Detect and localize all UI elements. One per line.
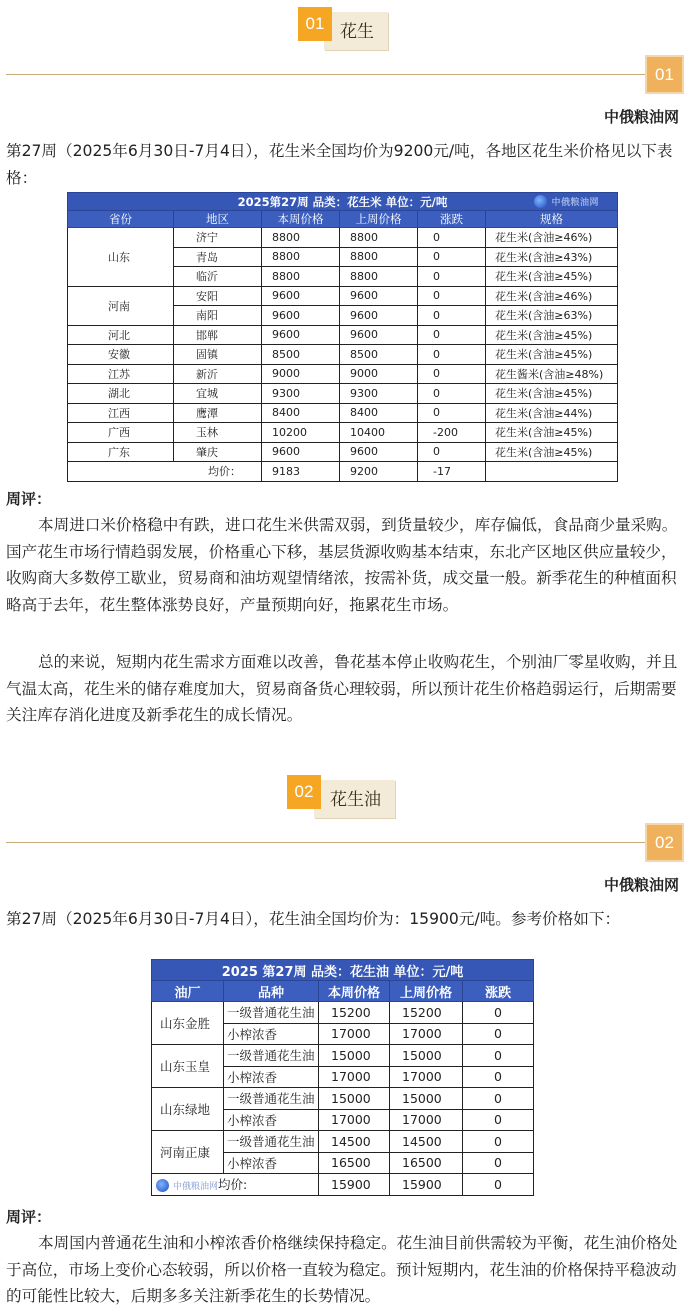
this-week-price: 17000 <box>319 1109 390 1131</box>
table-row <box>68 423 618 443</box>
spec-cell: 花生米(含油≥44%) <box>486 403 618 423</box>
region-cell: 新沂 <box>174 364 262 384</box>
spec-cell: 花生米(含油≥46%) <box>486 228 618 248</box>
last-week-price: 8400 <box>340 403 418 423</box>
comment-paragraph: 总的来说，短期内花生需求方面难以改善，鲁花基本停止收购花生，个别油厂零星收购，并且气温太高，花生米的储存难度加大，贸易商备货心理较弱，所以预计花生价格趋弱运行，后期需要关注库存消化进度及新季花生的成长情况。 <box>6 653 678 724</box>
this-week-price: 8800 <box>262 267 340 287</box>
spec-cell: 花生米(含油≥45%) <box>486 423 618 443</box>
table-row <box>152 1002 534 1024</box>
region-cell: 青岛 <box>174 247 262 267</box>
table-row <box>152 1088 534 1110</box>
last-week-price: 17000 <box>390 1023 463 1045</box>
price-change: 0 <box>463 1152 534 1174</box>
region-cell: 玉林 <box>174 423 262 443</box>
last-week-price: 17000 <box>390 1066 463 1088</box>
col-header: 上周价格 <box>340 211 418 228</box>
region-cell: 南阳 <box>174 306 262 326</box>
watermark-text: 中俄粮油网 <box>172 1182 218 1193</box>
peanut-price-table <box>67 192 618 482</box>
average-change: 0 <box>463 1174 534 1196</box>
col-header: 省份 <box>68 211 174 228</box>
last-week-price: 9600 <box>340 442 418 462</box>
price-change: 0 <box>463 1045 534 1067</box>
table-row <box>68 403 618 423</box>
price-change: 0 <box>418 247 486 267</box>
comment-heading: 周评： <box>6 490 52 508</box>
section-title: 花生 <box>324 12 388 50</box>
last-week-price: 14500 <box>390 1131 463 1153</box>
logo-icon <box>534 195 547 208</box>
average-label-cell <box>152 1174 319 1196</box>
source-label: 中俄粮油网 <box>603 108 679 126</box>
this-week-price: 17000 <box>319 1023 390 1045</box>
price-change: 0 <box>418 442 486 462</box>
last-week-price: 9600 <box>340 325 418 345</box>
region-cell: 济宁 <box>174 228 262 248</box>
spec-cell: 花生酱米(含油≥48%) <box>486 364 618 384</box>
region-cell: 临沂 <box>174 267 262 287</box>
product-cell: 一级普通花生油 <box>224 1088 319 1110</box>
price-change: 0 <box>418 306 486 326</box>
region-cell: 鹰潭 <box>174 403 262 423</box>
province-cell: 安徽 <box>68 345 174 365</box>
last-week-price: 8500 <box>340 345 418 365</box>
divider-number-badge: 01 <box>645 55 684 94</box>
col-header: 上周价格 <box>390 981 463 1002</box>
table-row <box>152 1131 534 1153</box>
last-week-price: 9600 <box>340 286 418 306</box>
average-this-week: 15900 <box>319 1174 390 1196</box>
price-change: 0 <box>463 1066 534 1088</box>
source-label: 中俄粮油网 <box>603 876 679 894</box>
province-cell: 湖北 <box>68 384 174 404</box>
col-header: 本周价格 <box>319 981 390 1002</box>
this-week-price: 9600 <box>262 325 340 345</box>
this-week-price: 15000 <box>319 1088 390 1110</box>
this-week-price: 9000 <box>262 364 340 384</box>
spec-cell: 花生米(含油≥45%) <box>486 442 618 462</box>
factory-cell: 山东绿地 <box>152 1088 224 1131</box>
last-week-price: 8800 <box>340 267 418 287</box>
factory-cell: 河南正康 <box>152 1131 224 1174</box>
price-change: 0 <box>463 1131 534 1153</box>
product-cell: 一级普通花生油 <box>224 1045 319 1067</box>
product-cell: 小榨浓香 <box>224 1023 319 1045</box>
province-cell: 广西 <box>68 423 174 443</box>
last-week-price: 15200 <box>390 1002 463 1024</box>
section-number-badge: 02 <box>287 775 321 809</box>
last-week-price: 16500 <box>390 1152 463 1174</box>
col-header: 品种 <box>224 981 319 1002</box>
price-change: 0 <box>418 267 486 287</box>
price-change: 0 <box>418 364 486 384</box>
table-header-row <box>68 211 618 228</box>
table-row <box>68 384 618 404</box>
region-cell: 固镇 <box>174 345 262 365</box>
divider-number-badge: 02 <box>645 823 684 862</box>
peanut-oil-price-table <box>151 959 534 1196</box>
region-cell: 邯郸 <box>174 325 262 345</box>
empty-cell <box>486 462 618 482</box>
last-week-price: 10400 <box>340 423 418 443</box>
section-number-badge: 01 <box>298 7 332 41</box>
average-label: 均价： <box>68 462 262 482</box>
province-cell: 山东 <box>68 228 174 287</box>
this-week-price: 9600 <box>262 286 340 306</box>
this-week-price: 10200 <box>262 423 340 443</box>
col-header: 本周价格 <box>262 211 340 228</box>
region-cell: 宜城 <box>174 384 262 404</box>
price-change: -200 <box>418 423 486 443</box>
price-change: 0 <box>418 286 486 306</box>
col-header: 油厂 <box>152 981 224 1002</box>
table-caption: 2025第27周 品类：花生米 单位：元/吨 <box>237 194 448 209</box>
last-week-price: 9600 <box>340 306 418 326</box>
comment-paragraph: 本周国内普通花生油和小榨浓香价格继续保持稳定。花生油目前供需较为平衡，花生油价格处于高位，市场上变价心态较弱，所以价格一直较为稳定。预计短期内，花生油的价格保持平稳波动的可能性比较大，后期多多关注新季花生的长势情况。 <box>6 1234 678 1305</box>
spec-cell: 花生米(含油≥45%) <box>486 384 618 404</box>
average-this-week: 9183 <box>262 462 340 482</box>
this-week-price: 16500 <box>319 1152 390 1174</box>
this-week-price: 15000 <box>319 1045 390 1067</box>
average-last-week: 15900 <box>390 1174 463 1196</box>
last-week-price: 9300 <box>340 384 418 404</box>
average-last-week: 9200 <box>340 462 418 482</box>
this-week-price: 8400 <box>262 403 340 423</box>
last-week-price: 9000 <box>340 364 418 384</box>
logo-icon <box>156 1179 169 1192</box>
price-change: 0 <box>463 1023 534 1045</box>
table-caption-row <box>68 193 618 211</box>
this-week-price: 14500 <box>319 1131 390 1153</box>
comment-heading: 周评： <box>6 1208 52 1226</box>
table-header-row <box>152 981 534 1002</box>
product-cell: 一级普通花生油 <box>224 1002 319 1024</box>
table-average-row <box>152 1174 534 1196</box>
table-average-row <box>68 462 618 482</box>
table-row <box>68 364 618 384</box>
region-cell: 肇庆 <box>174 442 262 462</box>
last-week-price: 17000 <box>390 1109 463 1131</box>
this-week-price: 17000 <box>319 1066 390 1088</box>
table-row <box>68 228 618 248</box>
price-change: 0 <box>418 345 486 365</box>
intro-paragraph: 第27周（2025年6月30日-7月4日），花生油全国均价为：15900元/吨。参考价格如下： <box>6 910 621 928</box>
spec-cell: 花生米(含油≥43%) <box>486 247 618 267</box>
spec-cell: 花生米(含油≥45%) <box>486 325 618 345</box>
watermark-text: 中俄粮油网 <box>551 198 599 208</box>
average-change: -17 <box>418 462 486 482</box>
table-row <box>68 442 618 462</box>
this-week-price: 8500 <box>262 345 340 365</box>
average-label: 均价: <box>218 1177 248 1193</box>
product-cell: 小榨浓香 <box>224 1066 319 1088</box>
table-row <box>152 1045 534 1067</box>
price-change: 0 <box>463 1088 534 1110</box>
this-week-price: 9600 <box>262 306 340 326</box>
spec-cell: 花生米(含油≥45%) <box>486 345 618 365</box>
price-change: 0 <box>463 1109 534 1131</box>
intro-paragraph: 第27周（2025年6月30日-7月4日），花生米全国均价为9200元/吨，各地区花生米价格见以下表格： <box>6 142 673 187</box>
spec-cell: 花生米(含油≥46%) <box>486 286 618 306</box>
province-cell: 广东 <box>68 442 174 462</box>
product-cell: 小榨浓香 <box>224 1152 319 1174</box>
last-week-price: 8800 <box>340 247 418 267</box>
province-cell: 江西 <box>68 403 174 423</box>
price-change: 0 <box>418 403 486 423</box>
col-header: 涨跌 <box>418 211 486 228</box>
price-change: 0 <box>463 1002 534 1024</box>
divider-line <box>6 74 646 75</box>
region-cell: 安阳 <box>174 286 262 306</box>
spec-cell: 花生米(含油≥45%) <box>486 267 618 287</box>
col-header: 涨跌 <box>463 981 534 1002</box>
table-caption-row <box>152 960 534 981</box>
comment-paragraph: 本周进口米价格稳中有跌，进口花生米供需双弱，到货量较少，库存偏低，食品商少量采购。国产花生市场行情趋弱发展，价格重心下移，基层货源收购基本结束，东北产区地区供应量较少，收购商大多数停工歇业，贸易商和油坊观望情绪浓，按需补货，成交量一般。新季花生的种植面积略高于去年，花生整体涨势良好，产量预期向好，拖累花生市场。 <box>6 516 678 614</box>
this-week-price: 8800 <box>262 247 340 267</box>
price-change: 0 <box>418 325 486 345</box>
table-row <box>68 286 618 306</box>
table-row <box>68 345 618 365</box>
province-cell: 江苏 <box>68 364 174 384</box>
col-header: 规格 <box>486 211 618 228</box>
product-cell: 一级普通花生油 <box>224 1131 319 1153</box>
factory-cell: 山东金胜 <box>152 1002 224 1045</box>
col-header: 地区 <box>174 211 262 228</box>
watermark-logo <box>534 194 599 208</box>
price-change: 0 <box>418 228 486 248</box>
table-row <box>68 325 618 345</box>
this-week-price: 8800 <box>262 228 340 248</box>
divider-line <box>6 842 646 843</box>
this-week-price: 15200 <box>319 1002 390 1024</box>
province-cell: 河南 <box>68 286 174 325</box>
province-cell: 河北 <box>68 325 174 345</box>
this-week-price: 9600 <box>262 442 340 462</box>
section-title: 花生油 <box>314 780 395 818</box>
last-week-price: 15000 <box>390 1088 463 1110</box>
price-change: 0 <box>418 384 486 404</box>
last-week-price: 15000 <box>390 1045 463 1067</box>
last-week-price: 8800 <box>340 228 418 248</box>
factory-cell: 山东玉皇 <box>152 1045 224 1088</box>
this-week-price: 9300 <box>262 384 340 404</box>
product-cell: 小榨浓香 <box>224 1109 319 1131</box>
spec-cell: 花生米(含油≥63%) <box>486 306 618 326</box>
table-caption: 2025 第27周 品类：花生油 单位：元/吨 <box>152 960 534 981</box>
